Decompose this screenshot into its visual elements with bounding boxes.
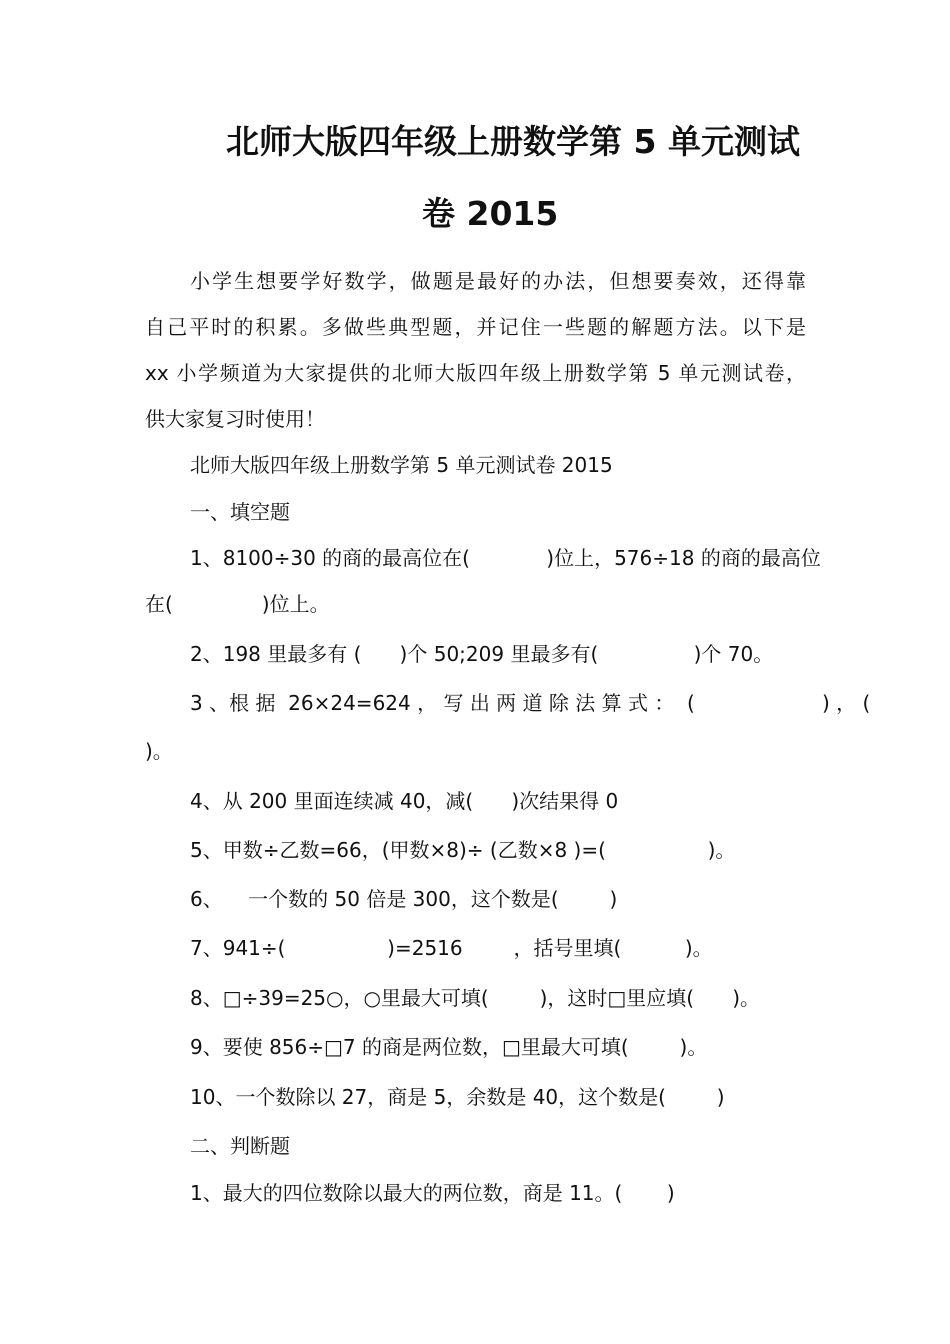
section1-heading: 一、填空题	[190, 500, 290, 524]
question-1-line2: 在( )位上。	[145, 592, 330, 616]
intro-line-4: 供大家复习时使用！	[145, 407, 325, 431]
question-2: 2、198 里最多有 ( )个 50;209 里最多有( )个 70。	[190, 642, 774, 666]
intro-line-3: xx 小学频道为大家提供的北师大版四年级上册数学第 5 单元测试卷，	[145, 361, 806, 385]
question-9: 9、要使 856÷□7 的商是两位数，□里最大可填( )。	[190, 1035, 708, 1059]
judgement-question-1: 1、最大的四位数除以最大的两位数，商是 11。( )	[190, 1181, 675, 1205]
question-6: 6、 一个数的 50 倍是 300，这个数是( )	[190, 887, 618, 911]
section2-heading: 二、判断题	[190, 1134, 290, 1158]
question-7: 7、941÷( )=2516 ，括号里填( )。	[190, 936, 713, 960]
subtitle: 北师大版四年级上册数学第 5 单元测试卷 2015	[190, 453, 613, 477]
question-5: 5、甲数÷乙数=66，(甲数×8)÷ (乙数×8 )=( )。	[190, 838, 736, 862]
intro-line-2: 自己平时的积累。多做些典型题，并记住一些题的解题方法。以下是	[145, 315, 806, 339]
document-title-line1: 北师大版四年级上册数学第 5 单元测试	[226, 122, 800, 161]
document-title-line2: 卷 2015	[422, 194, 559, 233]
question-3-line1: 3 、根 据 26×24=624 ， 写 出 两 道 除 法 算 式 ： ( ) ， (	[190, 691, 871, 715]
question-10: 10、一个数除以 27，商是 5，余数是 40，这个数是( )	[190, 1085, 725, 1109]
question-8: 8、□÷39=25○，○里最大可填( )，这时□里应填( )。	[190, 986, 761, 1010]
question-1-line1: 1、8100÷30 的商的最高位在( )位上，576÷18 的商的最高位	[190, 546, 821, 570]
intro-line-1: 小学生想要学好数学，做题是最好的办法，但想要奏效，还得靠	[190, 269, 806, 293]
question-3-line2: )。	[145, 739, 173, 763]
question-4: 4、从 200 里面连续减 40，减( )次结果得 0	[190, 789, 619, 813]
